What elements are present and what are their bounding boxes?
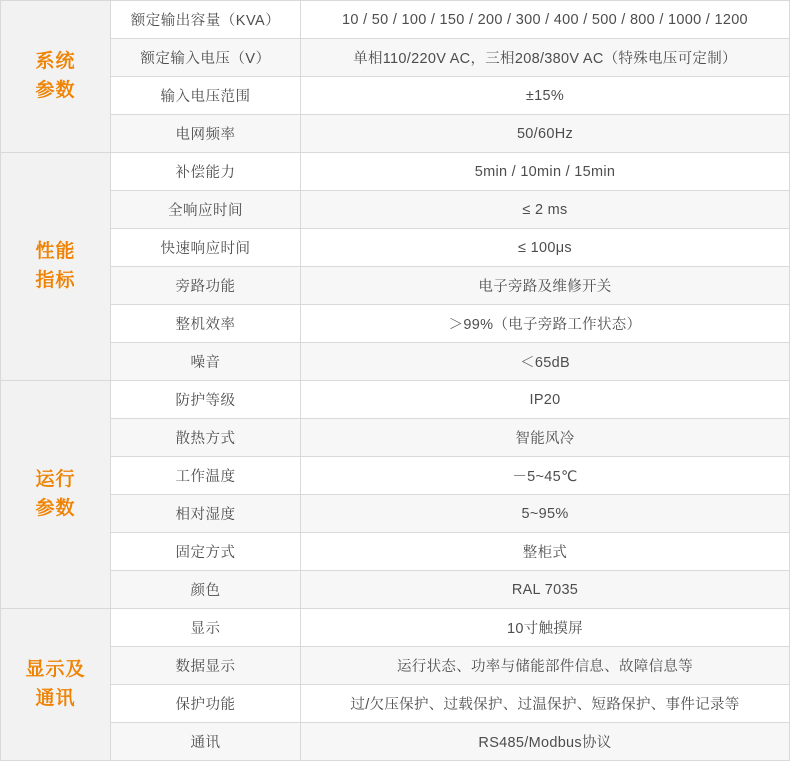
table-row [1,229,790,267]
group-label-line1: 性能 [35,241,76,262]
table-row [1,153,790,191]
spec-value: 单相110/220V AC，三相208/380V AC（特殊电压可定制） [301,39,790,77]
spec-label: 电网频率 [111,115,301,153]
spec-value: 10寸触摸屏 [301,609,790,647]
spec-label: 补偿能力 [111,153,301,191]
spec-label: 额定输入电压（V） [111,39,301,77]
table-row [1,381,790,419]
spec-value: ≤ 2 ms [301,191,790,229]
table-row [1,685,790,723]
table-row [1,647,790,685]
spec-value: 5~95% [301,495,790,533]
spec-value: 运行状态、功率与储能部件信息、故障信息等 [301,647,790,685]
group-label-line1: 运行 [35,469,76,490]
spec-label: 颜色 [111,571,301,609]
group-label-cell [1,609,111,761]
table-row [1,305,790,343]
group-label-line2: 通讯 [35,687,76,709]
table-row [1,191,790,229]
table-row [1,609,790,647]
table-row [1,267,790,305]
spec-value: ＞99%（电子旁路工作状态） [301,305,790,343]
specification-table-body [1,1,790,761]
spec-label: 工作温度 [111,457,301,495]
spec-label: 输入电压范围 [111,77,301,115]
group-label-cell [1,381,111,609]
group-label-line1: 显示及 [25,659,86,680]
spec-label: 通讯 [111,723,301,761]
spec-value: 整柜式 [301,533,790,571]
spec-label: 防护等级 [111,381,301,419]
group-label-line2: 指标 [35,269,76,291]
group-label-line1: 系统 [35,51,76,72]
group-label-cell [1,1,111,153]
table-row [1,343,790,381]
spec-value: 10 / 50 / 100 / 150 / 200 / 300 / 400 / 500 / 800 / 1000 / 1200 [301,1,790,39]
table-row [1,571,790,609]
table-row [1,723,790,761]
table-row [1,77,790,115]
spec-label: 整机效率 [111,305,301,343]
table-row [1,495,790,533]
spec-value: ±15% [301,77,790,115]
table-row [1,1,790,39]
table-row [1,419,790,457]
group-label-line2: 参数 [35,497,76,519]
spec-value: RAL 7035 [301,571,790,609]
spec-value: 5min / 10min / 15min [301,153,790,191]
spec-label: 显示 [111,609,301,647]
spec-value: 电子旁路及维修开关 [301,267,790,305]
spec-label: 旁路功能 [111,267,301,305]
spec-label: 数据显示 [111,647,301,685]
spec-label: 快速响应时间 [111,229,301,267]
spec-value: －5~45℃ [301,457,790,495]
table-row [1,115,790,153]
spec-label: 保护功能 [111,685,301,723]
spec-value: IP20 [301,381,790,419]
spec-label: 额定输出容量（KVA） [111,1,301,39]
spec-label: 固定方式 [111,533,301,571]
spec-label: 相对湿度 [111,495,301,533]
spec-label: 噪音 [111,343,301,381]
table-row [1,533,790,571]
spec-value: ≤ 100μs [301,229,790,267]
spec-value: 智能风冷 [301,419,790,457]
spec-label: 散热方式 [111,419,301,457]
spec-value: 过/欠压保护、过载保护、过温保护、短路保护、事件记录等 [301,685,790,723]
spec-value: 50/60Hz [301,115,790,153]
spec-label: 全响应时间 [111,191,301,229]
table-row [1,457,790,495]
spec-value: RS485/Modbus协议 [301,723,790,761]
table-row [1,39,790,77]
group-label-line2: 参数 [35,79,76,101]
group-label-cell [1,153,111,381]
spec-value: ＜65dB [301,343,790,381]
